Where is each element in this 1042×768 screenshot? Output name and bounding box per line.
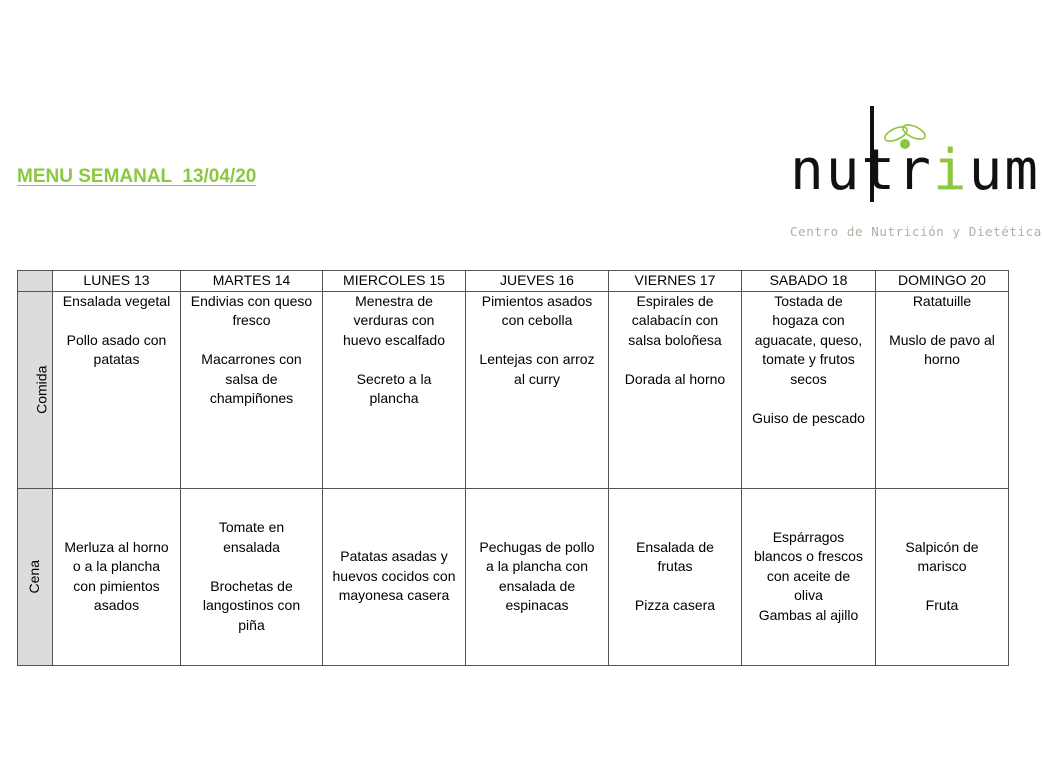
menu-cell — [609, 291, 742, 488]
dish-line: hogaza con — [772, 312, 845, 328]
dish-line: Macarrones con — [201, 351, 302, 367]
menu-cell — [466, 488, 609, 665]
dish-line: Gambas al ajillo — [758, 606, 859, 623]
day-header: MARTES 14 — [181, 271, 323, 292]
dish-line: Lentejas con arroz — [479, 351, 595, 367]
corner-cell — [18, 271, 53, 292]
dish-line: tomate y frutos — [762, 351, 855, 367]
dish-line: aguacate, queso, — [754, 331, 863, 348]
dish-line: Menestra de — [355, 292, 433, 309]
dish-line: Espárragos — [772, 528, 845, 545]
menu-cell — [876, 291, 1009, 488]
dish-line: Dorada al horno — [624, 370, 726, 387]
menu-cell — [876, 488, 1009, 665]
dish-line: horno — [924, 351, 960, 367]
logo-tagline: Centro de Nutrición y Dietética — [790, 224, 1042, 239]
dish-line: salsa de — [225, 370, 278, 387]
day-header-row — [18, 271, 1009, 292]
menu-cell — [323, 291, 466, 488]
dish-line: ensalada — [223, 538, 280, 555]
dish-line: ensalada de — [498, 577, 576, 594]
meal-label: Comida — [18, 291, 53, 488]
dish-line: calabacín con — [631, 312, 719, 328]
dish-line: con cebolla — [501, 312, 573, 328]
dish-line: Ensalada de — [636, 538, 714, 555]
menu-cell — [181, 291, 323, 488]
dish-line: huevos cocidos con — [332, 567, 456, 584]
dish-line: Patatas asadas y — [340, 548, 448, 565]
day-header: VIERNES 17 — [609, 271, 742, 292]
dish-line: Pizza casera — [634, 597, 716, 613]
dish-line: Muslo de pavo al — [889, 331, 995, 348]
dish-line: marisco — [917, 558, 967, 574]
dish-line: asados — [93, 597, 140, 613]
day-header: LUNES 13 — [53, 271, 181, 292]
menu-cell — [181, 488, 323, 665]
page-title: MENU SEMANAL 13/04/20 — [17, 166, 257, 187]
menu-cell — [742, 291, 876, 488]
dish-line: Pechugas de pollo — [479, 538, 595, 555]
dish-line: Merluza al horno — [64, 538, 169, 555]
dish-line: piña — [238, 616, 265, 633]
day-header: SABADO 18 — [742, 271, 876, 292]
dish-line: Endivias con queso — [190, 292, 313, 309]
dish-line: Ensalada vegetal — [62, 292, 171, 309]
day-header: MIERCOLES 15 — [323, 271, 466, 292]
dish-line: huevo escalfado — [343, 331, 445, 348]
logo-wordmark: nutrium — [790, 138, 1041, 203]
dish-line: con aceite de — [766, 567, 851, 584]
dish-line: Secreto a la — [356, 370, 432, 387]
dish-line: salsa boloñesa — [628, 331, 722, 348]
dish-line: espinacas — [505, 597, 569, 613]
menu-cell — [323, 488, 466, 665]
dish-line: Salpicón de — [905, 538, 979, 555]
dish-line: mayonesa casera — [338, 587, 450, 604]
dish-line: al curry — [514, 370, 560, 387]
dish-line: langostinos con — [202, 597, 301, 613]
dish-line: blancos o frescos — [754, 548, 863, 565]
dish-line: Guiso de pescado — [752, 409, 865, 426]
dish-line: Ratatuille — [912, 292, 972, 309]
dish-line: fresco — [232, 312, 271, 328]
dish-line: a la plancha con — [486, 558, 588, 574]
dish-line: oliva — [794, 587, 823, 604]
dish-line: patatas — [93, 351, 140, 367]
dish-line: o a la plancha — [72, 558, 161, 574]
dish-line: Pollo asado con — [66, 331, 167, 348]
menu-cell — [609, 488, 742, 665]
dish-line: Espirales de — [636, 292, 714, 309]
meal-row-cena — [18, 488, 1009, 665]
dish-line: verduras con — [353, 312, 435, 328]
meal-label: Cena — [18, 488, 53, 665]
dish-line: Tostada de — [774, 292, 843, 309]
day-header: JUEVES 16 — [466, 271, 609, 292]
dish-line: frutas — [657, 558, 693, 574]
dish-line: con pimientos — [73, 577, 160, 594]
menu-cell — [53, 488, 181, 665]
menu-cell — [53, 291, 181, 488]
menu-cell — [742, 488, 876, 665]
meal-row-comida — [18, 291, 1009, 488]
nutrium-logo — [784, 102, 1042, 252]
dish-line: Fruta — [925, 597, 959, 613]
day-header: DOMINGO 20 — [876, 271, 1009, 292]
dish-line: plancha — [369, 390, 419, 406]
dish-line: secos — [790, 370, 827, 387]
dish-line: champiñones — [209, 390, 294, 406]
weekly-menu-table — [17, 270, 1009, 666]
dish-line: Tomate en — [218, 519, 285, 535]
dish-line: Brochetas de — [210, 577, 293, 594]
menu-cell — [466, 291, 609, 488]
dish-line: Pimientos asados — [481, 292, 593, 309]
